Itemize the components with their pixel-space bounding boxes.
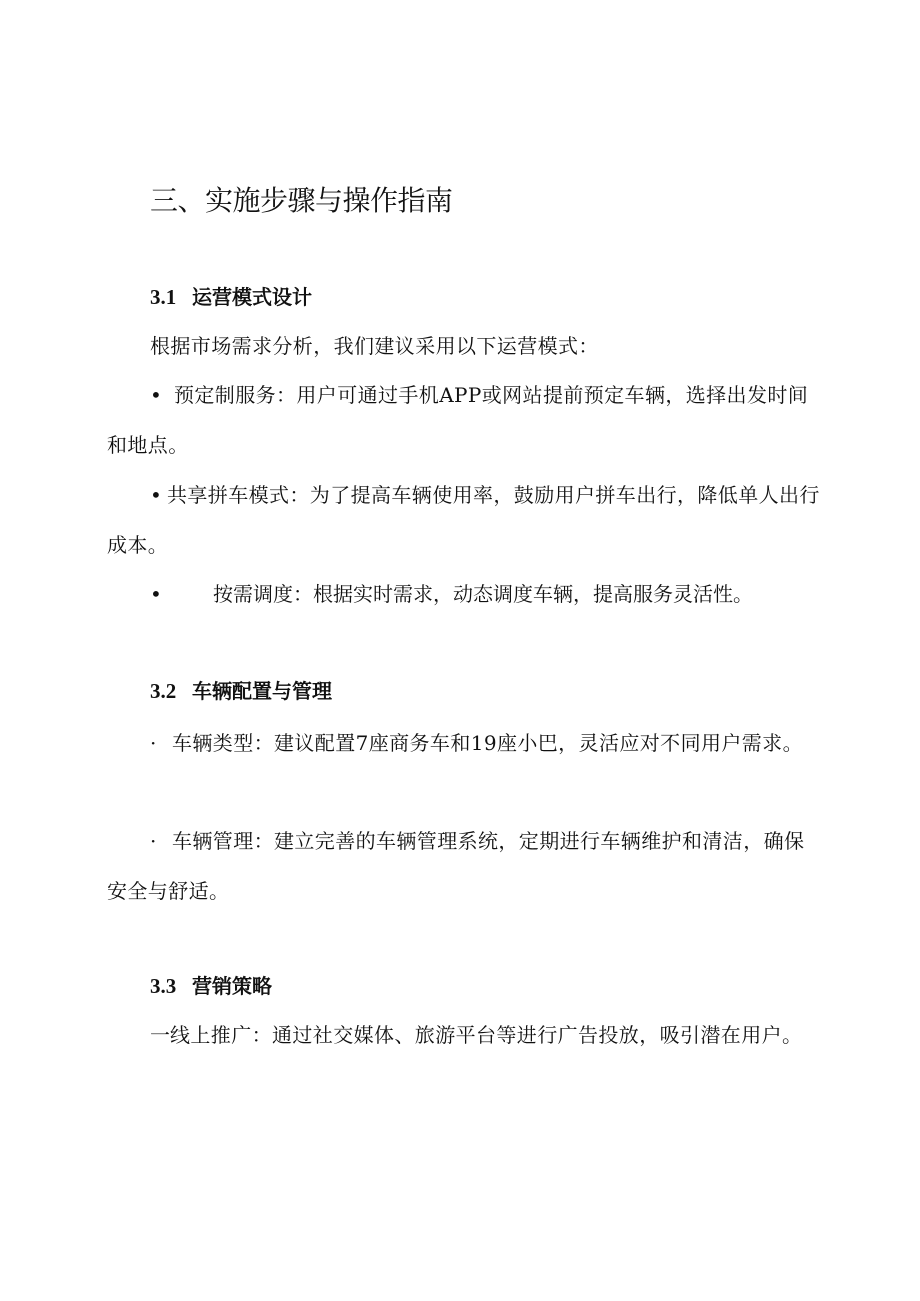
section-heading-3-2 (150, 677, 332, 705)
list-item-text: 线上推广：通过社交媒体、旅游平台等进行广告投放，吸引潜在用户。 (170, 1023, 803, 1047)
list-item-dispatch (150, 580, 753, 608)
list-item-vehicle-types (107, 718, 823, 768)
section-title: 运营模式设计 (192, 285, 312, 309)
list-item-text: 车辆类型：建议配置7座商务车和19座小巴，灵活应对不同用户需求。 (172, 731, 803, 755)
list-item-text: 车辆管理：建立完善的车辆管理系统，定期进行车辆维护和清洁，确保安全与舒适。 (107, 829, 805, 903)
list-item-prebooking (107, 370, 823, 470)
section-number: 3.3 (150, 974, 177, 998)
bullet-dash: 一 (150, 1023, 171, 1047)
list-item-text: 预定制服务：用户可通过手机APP或网站提前预定车辆，选择出发时间和地点。 (107, 383, 809, 457)
list-item-vehicle-management (107, 816, 823, 916)
bullet-dot: • (150, 483, 163, 507)
list-item-online-promotion (107, 1010, 823, 1060)
chapter-title: 三、实施步骤与操作指南 (150, 184, 453, 217)
section-intro: 根据市场需求分析，我们建议采用以下运营模式： (150, 334, 599, 358)
bullet-dot: · (150, 731, 157, 755)
bullet-dot: • (150, 582, 162, 606)
list-item-text: 共享拼车模式：为了提高车辆使用率，鼓励用户拼车出行，降低单人出行成本。 (107, 483, 820, 557)
list-item-text: 按需调度：根据实时需求，动态调度车辆，提高服务灵活性。 (213, 582, 753, 606)
section-heading-3-1 (150, 283, 312, 311)
bullet-dot: • (150, 383, 163, 407)
bullet-dot: · (150, 829, 157, 853)
section-heading-3-3 (150, 972, 272, 1000)
list-item-carpool (107, 470, 823, 570)
section-number: 3.2 (150, 679, 177, 703)
section-title: 营销策略 (192, 974, 272, 998)
section-title: 车辆配置与管理 (192, 679, 332, 703)
section-number: 3.1 (150, 285, 177, 309)
